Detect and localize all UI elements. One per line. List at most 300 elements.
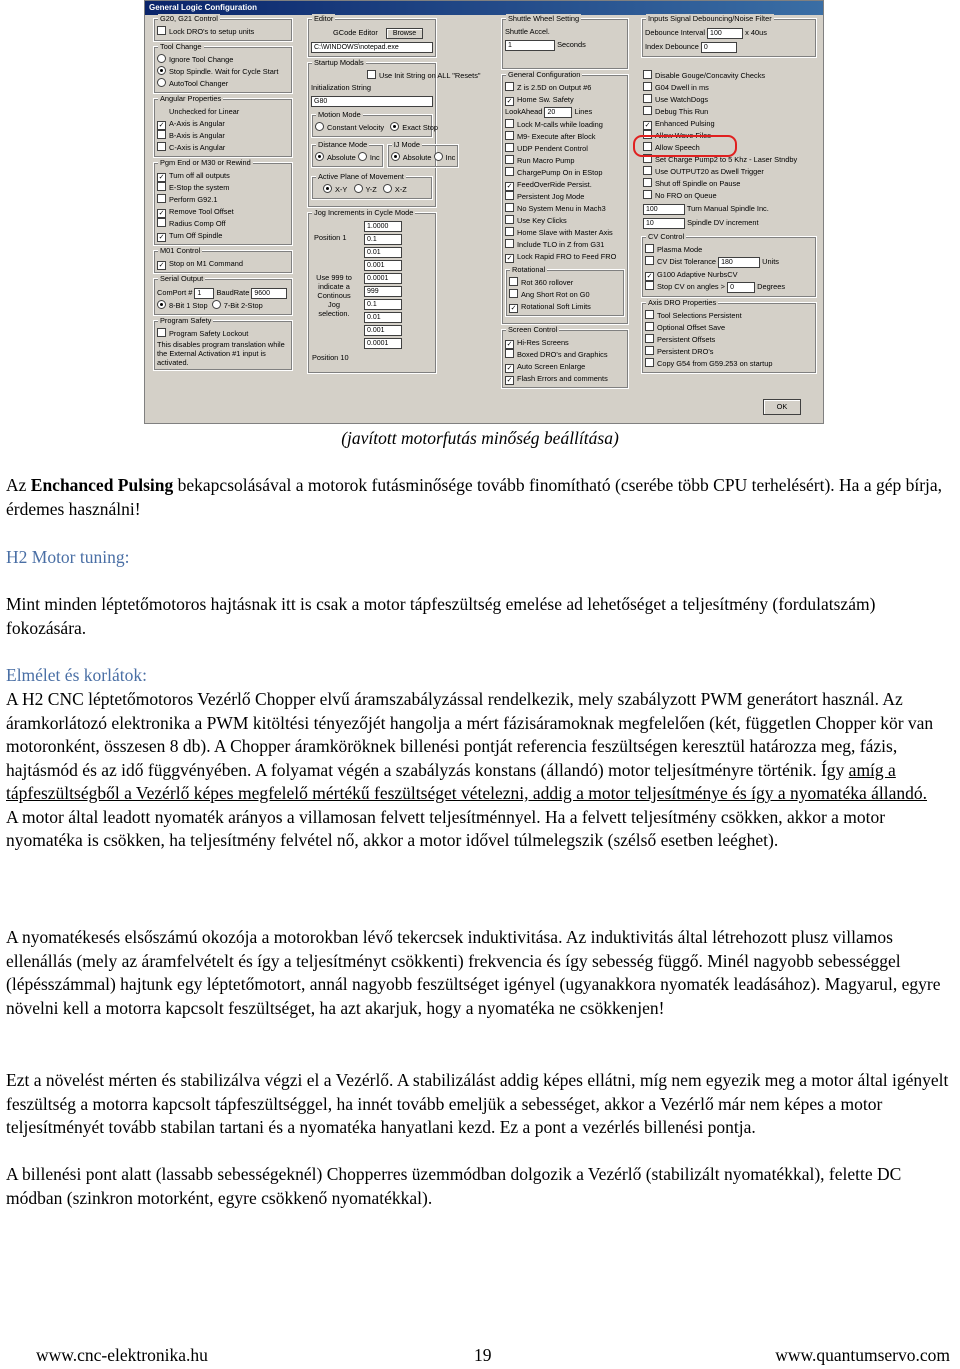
group-title: Motion Mode — [318, 110, 361, 119]
g20-group — [153, 14, 293, 42]
plane-row — [315, 184, 429, 196]
editor-path-input[interactable]: C:\WINDOWS\notepad.exe — [311, 42, 433, 53]
checkbox[interactable] — [505, 182, 514, 191]
checkbox-enhanced-pulsing[interactable] — [643, 118, 817, 130]
checkbox[interactable] — [157, 130, 166, 139]
shuttle-accel-label: Shuttle Accel. — [505, 27, 550, 36]
checkbox-label: Lock DRO's to setup units — [169, 27, 255, 36]
checkbox-label: Home Sw. Safety — [517, 95, 574, 104]
checkbox[interactable] — [505, 239, 514, 248]
footer-right-url: www.quantumservo.com — [775, 1345, 950, 1365]
checkbox-turn-off-spindle[interactable] — [157, 230, 289, 242]
checkbox-general[interactable] — [505, 215, 625, 227]
checkbox[interactable] — [157, 173, 166, 182]
checkbox-remove-tool-offset[interactable] — [157, 206, 289, 218]
radio-label: X-Y — [335, 185, 348, 194]
radio-label: Absolute — [327, 153, 356, 162]
turn-spindle-label: Turn Manual Spindle Inc. — [686, 204, 769, 213]
checkbox-label: Disable Gouge/Concavity Checks — [655, 71, 766, 80]
checkbox[interactable] — [505, 376, 514, 385]
checkbox[interactable] — [157, 121, 166, 130]
footer-page-number: 19 — [474, 1345, 492, 1365]
m01-group — [153, 246, 293, 274]
checkbox-label: Home Slave with Master Axis — [517, 228, 613, 237]
p3-text-a: A H2 CNC léptetőmotoros Vezérlő Chopper elvű áramszabályzással rendelkezik, mely szabályzott PWM generátort használ. Az áramkorlátozó elektronika a PWM kitöltési tényezőjét hangolja a mért fázisáramoknak megfelelően (két, független Chopper kör van motoronként, összesen 8 db). A Chopper áramköröknek billenési pontját referencia feszültségen keresztül határozza meg, fázis, hajtásmód és az idő függvényében. A folyamat végén a szabályzás konstans (állandó) motor teljesítményre történik. Így — [6, 689, 934, 780]
checkbox-b-axis[interactable] — [157, 130, 289, 142]
radio-7bit[interactable] — [212, 300, 221, 309]
checkbox-screen[interactable] — [505, 349, 625, 361]
checkbox-rotational[interactable] — [509, 301, 621, 313]
pgm-end-group — [153, 158, 293, 246]
init-row — [311, 94, 433, 108]
lookahead-row — [505, 106, 625, 119]
index-debounce-input[interactable]: 0 — [701, 42, 737, 53]
checkbox-option[interactable] — [643, 178, 817, 190]
editor-row — [311, 26, 433, 40]
checkbox-option[interactable] — [643, 82, 817, 94]
checkbox[interactable] — [645, 281, 654, 290]
ij-mode-group — [387, 140, 460, 168]
radio[interactable] — [157, 78, 166, 87]
group-title: G20, G21 Control — [160, 14, 218, 23]
group-title: Program Safety — [160, 316, 212, 325]
shuttle-row — [505, 38, 625, 52]
checkbox-label: Persistent Offsets — [657, 335, 716, 344]
group-title: Pgm End or M30 or Rewind — [160, 158, 251, 167]
checkbox[interactable] — [643, 121, 652, 130]
checkbox[interactable] — [505, 155, 514, 164]
checkbox[interactable] — [645, 322, 654, 331]
checkbox-axis[interactable] — [645, 346, 813, 358]
checkbox[interactable] — [643, 166, 652, 175]
jog-pos1-label: Position 1 — [314, 233, 347, 242]
radio-label: Stop Spindle. Wait for Cycle Start — [169, 67, 279, 76]
lookahead-input[interactable]: 20 — [544, 107, 572, 118]
cv-control-group — [641, 232, 817, 298]
checkbox-screen[interactable] — [505, 373, 625, 385]
safety-note: This disables program translation while the External Activation #1 input is activated. — [157, 340, 285, 367]
shuttle-accel-input[interactable]: 1 — [505, 40, 555, 51]
checkbox-label: Allow Wave Files — [655, 131, 711, 140]
checkbox[interactable] — [157, 26, 166, 35]
checkbox-cv[interactable] — [645, 269, 813, 281]
checkbox[interactable] — [645, 272, 654, 281]
checkbox-general[interactable] — [505, 227, 625, 239]
checkbox-rotational[interactable] — [509, 277, 621, 289]
group-title: M01 Control — [160, 246, 201, 255]
program-safety-group — [153, 316, 293, 371]
radio-label: Y-Z — [365, 185, 377, 194]
checkbox[interactable] — [645, 256, 654, 265]
jog-value-input[interactable]: 0.1 — [364, 234, 402, 245]
checkbox[interactable] — [157, 218, 166, 227]
tool-change-group — [153, 42, 293, 94]
general-configuration-group — [501, 70, 629, 325]
checkbox[interactable] — [157, 194, 166, 203]
checkbox-axis[interactable] — [645, 322, 813, 334]
debounce-label: Debounce Interval — [645, 28, 705, 37]
radio-8bit[interactable] — [157, 300, 166, 309]
motion-row — [315, 122, 439, 134]
checkbox[interactable] — [505, 349, 514, 358]
radio[interactable] — [157, 66, 166, 75]
checkbox[interactable] — [505, 227, 514, 236]
radio-label: Absolute — [402, 153, 432, 162]
checkbox[interactable] — [645, 358, 654, 367]
highlight-circle — [633, 135, 737, 157]
checkbox-label: Lock Rapid FRO to Feed FRO — [517, 252, 617, 261]
checkbox[interactable] — [505, 167, 514, 176]
group-title: Angular Properties — [160, 94, 222, 103]
distance-mode-group — [311, 140, 384, 168]
checkbox[interactable] — [157, 261, 166, 270]
angular-note: Unchecked for Linear — [169, 107, 240, 116]
checkbox[interactable] — [505, 340, 514, 349]
checkbox-label: FeedOverRide Persist. — [517, 180, 592, 189]
checkbox-label: Use WatchDogs — [655, 95, 709, 104]
ok-button[interactable]: OK — [763, 399, 801, 415]
checkbox[interactable] — [157, 328, 166, 337]
checkbox-init-string[interactable] — [311, 70, 481, 82]
checkbox-label: Tool Selections Persistent — [657, 311, 742, 320]
checkbox-label: Remove Tool Offset — [169, 207, 234, 216]
checkbox-label: No System Menu in Mach3 — [517, 204, 606, 213]
spindle-dv-input[interactable]: 10 — [643, 218, 685, 229]
checkbox-general[interactable] — [505, 143, 625, 155]
baud-label: BaudRate — [216, 288, 250, 297]
checkbox[interactable] — [157, 182, 166, 191]
browse-button[interactable]: Browse — [386, 28, 423, 39]
checkbox-label: CV Dist Tolerance — [657, 257, 717, 266]
checkbox-general[interactable] — [505, 203, 625, 215]
checkbox[interactable] — [505, 191, 514, 200]
column-3 — [501, 14, 629, 393]
checkbox-label: G04 Dwell in ms — [655, 83, 709, 92]
radio-label: X-Z — [394, 185, 407, 194]
checkbox[interactable] — [505, 97, 514, 106]
checkbox-general[interactable] — [505, 191, 625, 203]
checkbox[interactable] — [505, 119, 514, 128]
checkbox-label: C-Axis is Angular — [169, 143, 226, 152]
paragraph-3 — [6, 688, 958, 853]
checkbox[interactable] — [505, 203, 514, 212]
index-debounce-label: Index Debounce — [645, 42, 699, 51]
checkbox-option[interactable] — [643, 190, 817, 202]
radio-plane-yz[interactable] — [354, 184, 363, 193]
jog-values — [364, 221, 402, 351]
checkbox[interactable] — [505, 215, 514, 224]
checkbox-label: Boxed DRO's and Graphics — [517, 350, 608, 359]
group-title: IJ Mode — [393, 140, 420, 149]
general-logic-configuration-dialog — [144, 0, 824, 424]
startup-modals-group — [307, 58, 481, 208]
checkbox-label: Enhanced Pulsing — [655, 119, 715, 128]
checkbox-label: Use Key Clicks — [517, 216, 567, 225]
checkbox-label: Z is 2.5D on Output #6 — [517, 83, 592, 92]
rotational-group — [505, 265, 625, 317]
debounce-unit: x 40us — [745, 28, 767, 37]
checkbox-general[interactable] — [505, 119, 625, 131]
checkbox-label: ChargePump On in EStop — [517, 168, 603, 177]
axis-dro-group — [641, 298, 817, 374]
comport-input[interactable]: 1 — [194, 288, 214, 299]
group-title: Inputs Signal Debouncing/Noise Filter — [648, 14, 772, 23]
checkbox-axis[interactable] — [645, 310, 813, 322]
checkbox-label: Shut off Spindle on Pause — [655, 179, 741, 188]
checkbox-label: Use OUTPUT20 as Dwell Trigger — [655, 167, 764, 176]
screen-control-group — [501, 325, 629, 389]
cv-tolerance-input[interactable]: 180 — [718, 257, 760, 268]
group-title: Editor — [314, 14, 334, 23]
checkbox-general[interactable] — [505, 94, 625, 106]
checkbox-cv-angle[interactable] — [645, 281, 813, 294]
checkbox-safety-lockout[interactable] — [157, 328, 289, 340]
jog-value-input[interactable]: 0.0001 — [364, 273, 402, 284]
shuttle-group — [501, 14, 629, 70]
checkbox-cv-tolerance[interactable] — [645, 256, 813, 269]
p1-text-c: bekapcsolásával a motorok futásminősége tovább finomítható (cserébe több CPU terhelésért). Ha a gép bírja, érdemes használni! — [6, 475, 943, 519]
p3-underlined: amíg a tápfeszültségből a Vezérlő képes megfelelő mértékű feszültséget vételezni, addig a motor teljesítménye és így a nyomatéka állandó. — [6, 759, 928, 803]
checkbox-option[interactable] — [643, 70, 817, 82]
paragraph-2: Mint minden léptetőmotoros hajtásnak itt is csak a motor tápfeszültség emelése ad lehetőséget a teljesítmény (fordulatszám) fokozására. — [6, 594, 876, 638]
radio-exact-stop[interactable] — [390, 122, 399, 131]
jog-value-input[interactable]: 0.0001 — [364, 338, 402, 349]
radio-stop-spindle[interactable] — [157, 66, 289, 78]
checkbox-label: Stop on M1 Command — [169, 259, 243, 268]
group-title: Tool Change — [160, 42, 202, 51]
group-title: General Configuration — [508, 70, 581, 79]
checkbox[interactable] — [645, 346, 654, 355]
init-string-label: Initialization String — [311, 83, 371, 92]
checkbox[interactable] — [505, 254, 514, 263]
checkbox-rotational[interactable] — [509, 289, 621, 301]
checkbox-c-axis[interactable] — [157, 142, 289, 154]
checkbox-estop[interactable] — [157, 182, 289, 194]
p1-text-a: Az — [6, 475, 31, 495]
checkbox-label: Set Charge Pump2 to 5 Khz - Laser Stndby — [655, 155, 798, 164]
checkbox[interactable] — [645, 310, 654, 319]
radio-constant-velocity[interactable] — [315, 122, 324, 131]
radio-label: 8-Bit 1 Stop — [169, 301, 208, 310]
checkbox[interactable] — [367, 70, 376, 79]
radio-label: AutoTool Changer — [169, 79, 229, 88]
checkbox-label: E-Stop the system — [169, 183, 230, 192]
group-title: Jog Increments in Cycle Mode — [314, 208, 414, 217]
checkbox[interactable] — [643, 82, 652, 91]
radio-label: Ignore Tool Change — [169, 55, 234, 64]
checkbox[interactable] — [645, 244, 654, 253]
debounce-input[interactable]: 100 — [707, 28, 743, 39]
checkbox-label: Use Init String on ALL "Resets" — [379, 71, 481, 80]
checkbox-label: Turn Off Spindle — [169, 231, 223, 240]
column-1 — [153, 14, 293, 375]
radio-distance-inc[interactable] — [358, 152, 367, 161]
column-4 — [641, 14, 817, 378]
serial-bits-row — [157, 300, 289, 312]
jog-value-input[interactable]: 0.01 — [364, 312, 402, 323]
group-title: Axis DRO Properties — [648, 298, 717, 307]
checkbox[interactable] — [505, 82, 514, 91]
checkbox-label: Ang Short Rot on G0 — [521, 290, 590, 299]
lookahead-label: LookAhead — [505, 107, 543, 116]
shuttle-unit: Seconds — [557, 40, 586, 49]
radio-autotool-changer[interactable] — [157, 78, 289, 90]
dialog-title: General Logic Configuration — [145, 1, 823, 15]
checkbox[interactable] — [643, 178, 652, 187]
index-debounce-row — [645, 40, 813, 54]
baud-input[interactable]: 9600 — [251, 288, 287, 299]
cv-angle-input[interactable]: 0 — [727, 282, 755, 293]
footer-left-url: www.cnc-elektronika.hu — [36, 1345, 208, 1365]
checkbox-cv[interactable] — [645, 244, 813, 256]
checkbox-label: Rot 360 rollover — [521, 278, 574, 287]
checkbox-g92[interactable] — [157, 194, 289, 206]
turn-spindle-row — [643, 202, 817, 216]
checkbox-label: Include TLO in Z from G31 — [517, 240, 605, 249]
jog-value-input[interactable]: 0.1 — [364, 299, 402, 310]
ij-row — [391, 152, 456, 164]
jog-value-input[interactable]: 0.001 — [364, 260, 402, 271]
radio-plane-xz[interactable] — [383, 184, 392, 193]
checkbox-label: Persistent DRO's — [657, 347, 714, 356]
jog-value-input[interactable]: 0.01 — [364, 247, 402, 258]
init-string-input[interactable]: G80 — [311, 96, 433, 107]
checkbox-label: Perform G92.1 — [169, 195, 218, 204]
motion-mode-group — [311, 110, 439, 138]
jog-note: Use 999 to indicate a Continous Jog selection. — [316, 273, 352, 318]
checkbox-axis[interactable] — [645, 358, 813, 370]
checkbox-screen[interactable] — [505, 361, 625, 373]
checkbox[interactable] — [505, 364, 514, 373]
radio-label: Inc — [445, 153, 456, 162]
checkbox-general[interactable] — [505, 167, 625, 179]
group-title: Shuttle Wheel Setting — [508, 14, 580, 23]
active-plane-group — [311, 172, 433, 200]
jog-increments-group — [307, 208, 437, 374]
checkbox-label: M9- Execute after Block — [517, 132, 596, 141]
checkbox-label: B-Axis is Angular — [169, 131, 225, 140]
group-title: Serial Output — [160, 274, 204, 283]
angular-group — [153, 94, 293, 158]
checkbox[interactable] — [509, 304, 518, 313]
checkbox[interactable] — [643, 94, 652, 103]
checkbox-label: Allow Speech — [655, 143, 700, 152]
cv-angle-unit: Degrees — [757, 282, 786, 291]
radio-ignore-tool-change[interactable] — [157, 54, 289, 66]
checkbox-label: Optional Offset Save — [657, 323, 726, 332]
checkbox-lock-dros[interactable] — [157, 26, 289, 38]
checkbox-label: Turn off all outputs — [169, 171, 230, 180]
checkbox-option[interactable] — [643, 106, 817, 118]
checkbox[interactable] — [509, 277, 518, 286]
editor-path-row — [311, 40, 433, 54]
checkbox[interactable] — [157, 142, 166, 151]
heading-theory: Elmélet és korlátok: — [6, 665, 147, 685]
checkbox-label: Hi-Res Screens — [517, 338, 569, 347]
checkbox-general[interactable] — [505, 179, 625, 191]
jog-value-input[interactable]: 999 — [364, 286, 402, 297]
checkbox[interactable] — [643, 70, 652, 79]
checkbox[interactable] — [157, 233, 166, 242]
column-2 — [307, 14, 481, 378]
radio-plane-xy[interactable] — [323, 184, 332, 193]
checkbox-label: No FRO on Queue — [655, 191, 717, 200]
comport-label: ComPort # — [157, 288, 193, 297]
group-title: Distance Mode — [318, 140, 368, 149]
checkbox-label: Program Safety Lockout — [169, 329, 249, 338]
lookahead-unit: Lines — [574, 107, 593, 116]
group-title: CV Control — [648, 232, 685, 241]
debounce-row — [645, 26, 813, 40]
serial-row — [157, 286, 289, 300]
editor-label: GCode Editor — [333, 28, 378, 37]
checkbox[interactable] — [643, 190, 652, 199]
checkbox-screen[interactable] — [505, 337, 625, 349]
radio[interactable] — [157, 54, 166, 63]
group-title: Rotational — [512, 265, 546, 274]
checkbox[interactable] — [509, 289, 518, 298]
jog-pos10-label: Position 10 — [312, 353, 349, 362]
turn-spindle-input[interactable]: 100 — [643, 204, 685, 215]
checkbox-stop-m1[interactable] — [157, 258, 289, 270]
group-title: Screen Control — [508, 325, 558, 334]
checkbox-a-axis[interactable] — [157, 118, 289, 130]
checkbox-label: Run Macro Pump — [517, 156, 575, 165]
checkbox[interactable] — [645, 334, 654, 343]
checkbox-label: Persistent Jog Mode — [517, 192, 585, 201]
checkbox-general[interactable] — [505, 155, 625, 167]
figure-caption: (javított motorfutás minőség beállítása) — [341, 428, 619, 448]
checkbox-label: Debug This Run — [655, 107, 709, 116]
radio-ij-absolute[interactable] — [391, 152, 400, 161]
jog-value-input[interactable]: 0.001 — [364, 325, 402, 336]
checkbox-radius-comp[interactable] — [157, 218, 289, 230]
paragraph-4: A nyomatékesés elsőszámú okozója a motorokban lévő tekercsek induktivitása. Az induktivitás által létrehozott plusz villamos ellenállás (mely az áramfelvételt és így a teljesítményt csökkenti) frekvencia és így sebesség függő. Minél nagyobb sebességgel (lépésszámmal) hajtunk egy léptetőmotort, annál nagyobb feszültséget igényel (ugyanakkora nyomaték leadásához). Magyarul, egyre növelni kell a motorra kapcsolt feszültséget, ha azt akarjuk, hogy a nyomatéka ne csökkenjen! — [6, 927, 941, 1018]
checkbox-turn-off-outputs[interactable] — [157, 170, 289, 182]
checkbox-general[interactable] — [505, 239, 625, 251]
heading-motor-tuning: H2 Motor tuning: — [6, 547, 130, 567]
checkbox-option[interactable] — [643, 166, 817, 178]
spindle-dv-label: Spindle DV increment — [687, 218, 759, 227]
inputs-debounce-group — [641, 14, 817, 58]
radio-ij-inc[interactable] — [434, 152, 443, 161]
radio-label: Constant Velocity — [327, 123, 385, 132]
radio-distance-absolute[interactable] — [315, 152, 324, 161]
editor-group — [307, 14, 437, 58]
checkbox-general[interactable] — [505, 131, 625, 143]
checkbox[interactable] — [505, 131, 514, 140]
checkbox-option[interactable] — [643, 94, 817, 106]
spindle-dv-row — [643, 216, 817, 230]
checkbox-label: Flash Errors and comments — [517, 374, 608, 383]
cv-tolerance-unit: Units — [762, 257, 779, 266]
checkbox-label: Lock M-calls while loading — [517, 120, 603, 129]
jog-value-input[interactable]: 1.0000 — [364, 221, 402, 232]
checkbox-label: A-Axis is Angular — [169, 119, 225, 128]
p1-bold: Enchanced Pulsing — [30, 475, 174, 495]
mode-row — [311, 140, 456, 168]
checkbox-general[interactable] — [505, 251, 625, 263]
checkbox[interactable] — [505, 143, 514, 152]
checkbox-label: Plasma Mode — [657, 245, 703, 254]
checkbox[interactable] — [157, 209, 166, 218]
checkbox[interactable] — [643, 106, 652, 115]
p3-text-b: A motor által leadott nyomaték arányos a villamosan felvett teljesítménnyel. Ha a felvett teljesítmény csökken, akkor a motor nyomatéka is csökken, ha teljesítmény felvétel nő, akkor a motor idővel túlmelegszik (szélső esetben leéghet). — [6, 806, 886, 850]
distance-row — [315, 152, 380, 164]
checkbox-general[interactable] — [505, 82, 625, 94]
checkbox-axis[interactable] — [645, 334, 813, 346]
paragraph-1 — [6, 474, 958, 521]
